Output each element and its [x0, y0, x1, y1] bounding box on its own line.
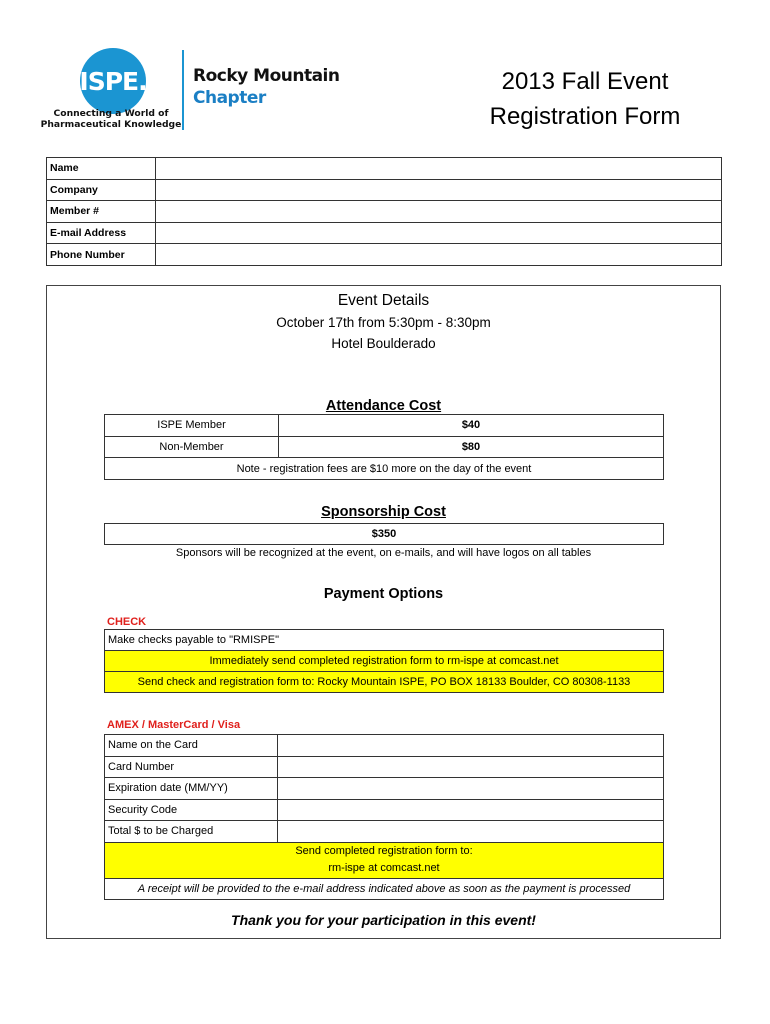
card-field-label: Expiration date (MM/YY)	[105, 778, 278, 800]
check-row	[105, 651, 664, 672]
event-details-heading: Event Details	[337, 292, 430, 309]
attendance-cost-heading: Attendance Cost	[325, 398, 442, 414]
event-date: October 17th from 5:30pm - 8:30pm	[276, 315, 491, 330]
cost-note: Note - registration fees are $10 more on the day of the event	[105, 458, 664, 480]
card-field-label: Name on the Card	[105, 735, 278, 757]
cost-price: $40	[279, 415, 664, 437]
sponsorship-price: $350	[105, 524, 664, 545]
email-field[interactable]	[156, 222, 722, 244]
card-number-field[interactable]	[278, 756, 664, 778]
chapter-label: Chapter	[193, 88, 266, 108]
receipt-row	[105, 878, 664, 900]
card-name-field[interactable]	[278, 735, 664, 757]
company-field[interactable]	[156, 179, 722, 201]
contact-label: Name	[47, 158, 156, 180]
contact-info-table	[46, 157, 722, 266]
logo-divider	[182, 50, 184, 130]
logo-tagline	[36, 108, 186, 130]
contact-row-phone	[47, 244, 722, 266]
contact-row-company	[47, 179, 722, 201]
attendance-cost-table	[104, 414, 664, 480]
card-send-line-1: Send completed registration form to:	[295, 845, 473, 857]
card-label: AMEX / MasterCard / Visa	[107, 719, 241, 731]
contact-label: Company	[47, 179, 156, 201]
card-send-line-2: rm-ispe at comcast.net	[328, 862, 440, 874]
cost-row	[105, 436, 664, 458]
payment-options-heading: Payment Options	[323, 586, 444, 602]
check-send-email-note: Immediately send completed registration form to rm-ispe at comcast.net	[105, 651, 664, 672]
sponsorship-note: Sponsors will be recognized at the event, on e-mails, and will have logos on all tables	[175, 547, 592, 559]
card-send-note	[105, 842, 664, 878]
card-field-label: Card Number	[105, 756, 278, 778]
cost-label: ISPE Member	[105, 415, 279, 437]
receipt-note: A receipt will be provided to the e-mail address indicated above as soon as the payment is processed	[105, 878, 664, 900]
contact-label: Phone Number	[47, 244, 156, 266]
logo-tagline-line-2: Pharmaceutical Knowledge	[40, 119, 182, 130]
card-row	[105, 799, 664, 821]
ispe-logo	[80, 48, 146, 114]
event-venue: Hotel Boulderado	[331, 336, 436, 351]
card-total-field[interactable]	[278, 821, 664, 843]
form-title-line-2: Registration Form	[489, 103, 681, 130]
check-row	[105, 672, 664, 693]
check-payable-note: Make checks payable to "RMISPE"	[105, 630, 664, 651]
logo-tagline-line-1: Connecting a World of	[53, 108, 169, 119]
chapter-name: Rocky Mountain	[193, 66, 340, 86]
card-row	[105, 756, 664, 778]
contact-row-email	[47, 222, 722, 244]
check-table	[104, 629, 664, 693]
credit-card-table	[104, 734, 664, 900]
form-title-line-1: 2013 Fall Event	[501, 68, 669, 95]
contact-label: Member #	[47, 201, 156, 223]
contact-row-name	[47, 158, 722, 180]
card-row	[105, 778, 664, 800]
cost-label: Non-Member	[105, 436, 279, 458]
sponsorship-table	[104, 523, 664, 545]
form-title	[460, 64, 710, 134]
contact-label: E-mail Address	[47, 222, 156, 244]
check-row	[105, 630, 664, 651]
cost-note-row	[105, 458, 664, 480]
sponsorship-cost-heading: Sponsorship Cost	[321, 504, 446, 520]
thank-you-message: Thank you for your participation in this event!	[231, 912, 536, 928]
card-field-label: Security Code	[105, 799, 278, 821]
check-label: CHECK	[107, 616, 147, 628]
cost-row	[105, 415, 664, 437]
contact-row-member	[47, 201, 722, 223]
cost-price: $80	[279, 436, 664, 458]
phone-field[interactable]	[156, 244, 722, 266]
sponsorship-row	[105, 524, 664, 545]
logo-text: ISPE.	[79, 66, 147, 96]
card-field-label: Total $ to be Charged	[105, 821, 278, 843]
card-row	[105, 821, 664, 843]
member-number-field[interactable]	[156, 201, 722, 223]
check-mail-address-note: Send check and registration form to: Rocky Mountain ISPE, PO BOX 18133 Boulder, CO 80308-1133	[105, 672, 664, 693]
card-row	[105, 735, 664, 757]
card-send-row	[105, 842, 664, 878]
card-security-code-field[interactable]	[278, 799, 664, 821]
name-field[interactable]	[156, 158, 722, 180]
card-expiration-field[interactable]	[278, 778, 664, 800]
